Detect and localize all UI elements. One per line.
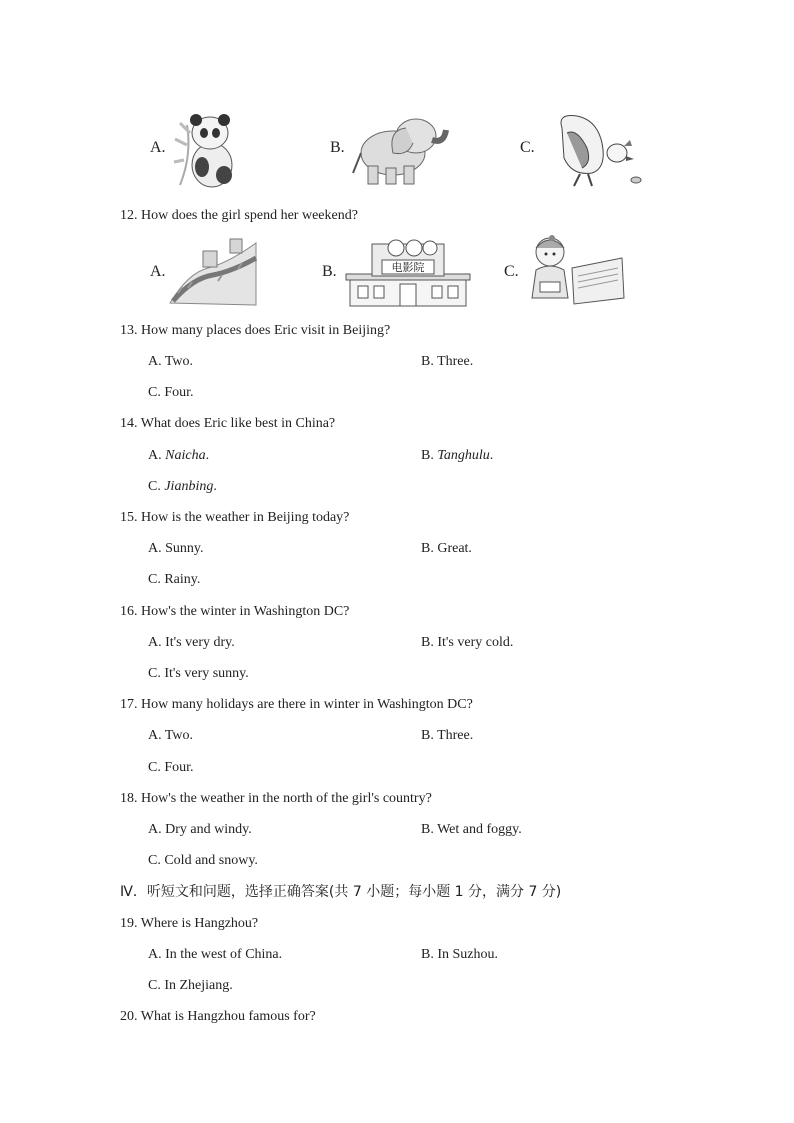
q17-option-a[interactable]: A. Two. [148, 728, 194, 743]
q12-option-c-letter: C. [504, 263, 519, 280]
q15-option-b[interactable]: B. Great. [421, 541, 472, 556]
girl-reading-icon [526, 232, 628, 310]
q18-option-c[interactable]: C. Cold and snowy. [148, 853, 258, 868]
q14-option-a[interactable]: A. Naicha. [148, 448, 210, 463]
q11-option-c-letter: C. [520, 139, 535, 156]
q13-option-a[interactable]: A. Two. [148, 354, 194, 369]
q17-option-b[interactable]: B. Three. [421, 728, 474, 743]
great-wall-icon [168, 233, 260, 308]
elephant-icon [348, 108, 458, 188]
question-18: 18. How's the weather in the north of the girl's country? [120, 791, 432, 806]
q18-option-b[interactable]: B. Wet and foggy. [421, 822, 522, 837]
q16-option-a[interactable]: A. It's very dry. [148, 635, 235, 650]
q16-option-c[interactable]: C. It's very sunny. [148, 666, 249, 681]
q12-option-a-letter: A. [150, 263, 166, 280]
q14-option-c[interactable]: C. Jianbing. [148, 479, 217, 494]
q18-option-a[interactable]: A. Dry and windy. [148, 822, 252, 837]
q15-option-a[interactable]: A. Sunny. [148, 541, 204, 556]
cinema-icon [344, 234, 472, 310]
question-19: 19. Where is Hangzhou? [120, 916, 259, 931]
panda-icon [172, 105, 242, 190]
cinema-sign: 电影院 [391, 261, 425, 274]
q12-option-b-letter: B. [322, 263, 337, 280]
q13-option-c[interactable]: C. Four. [148, 385, 194, 400]
q13-option-b[interactable]: B. Three. [421, 354, 474, 369]
q17-option-c[interactable]: C. Four. [148, 760, 194, 775]
question-14: 14. What does Eric like best in China? [120, 416, 336, 431]
q15-option-c[interactable]: C. Rainy. [148, 572, 201, 587]
q19-option-a[interactable]: A. In the west of China. [148, 947, 283, 962]
q19-option-c[interactable]: C. In Zhejiang. [148, 978, 233, 993]
q11-option-a-letter: A. [150, 139, 166, 156]
q19-option-b[interactable]: B. In Suzhou. [421, 947, 498, 962]
question-17: 17. How many holidays are there in winter in Washington DC? [120, 697, 473, 712]
question-12: 12. How does the girl spend her weekend? [120, 208, 358, 223]
question-13: 13. How many places does Eric visit in Beijing? [120, 323, 391, 338]
hen-icon [552, 108, 647, 190]
q11-option-b-letter: B. [330, 139, 345, 156]
question-20: 20. What is Hangzhou famous for? [120, 1009, 316, 1024]
q14-option-b[interactable]: B. Tanghulu. [421, 448, 494, 463]
question-15: 15. How is the weather in Beijing today? [120, 510, 350, 525]
question-16: 16. How's the winter in Washington DC? [120, 604, 350, 619]
section-4-title: Ⅳ．听短文和问题，选择正确答案(共 7 小题；每小题 1 分，满分 7 分) [120, 884, 562, 900]
q16-option-b[interactable]: B. It's very cold. [421, 635, 514, 650]
